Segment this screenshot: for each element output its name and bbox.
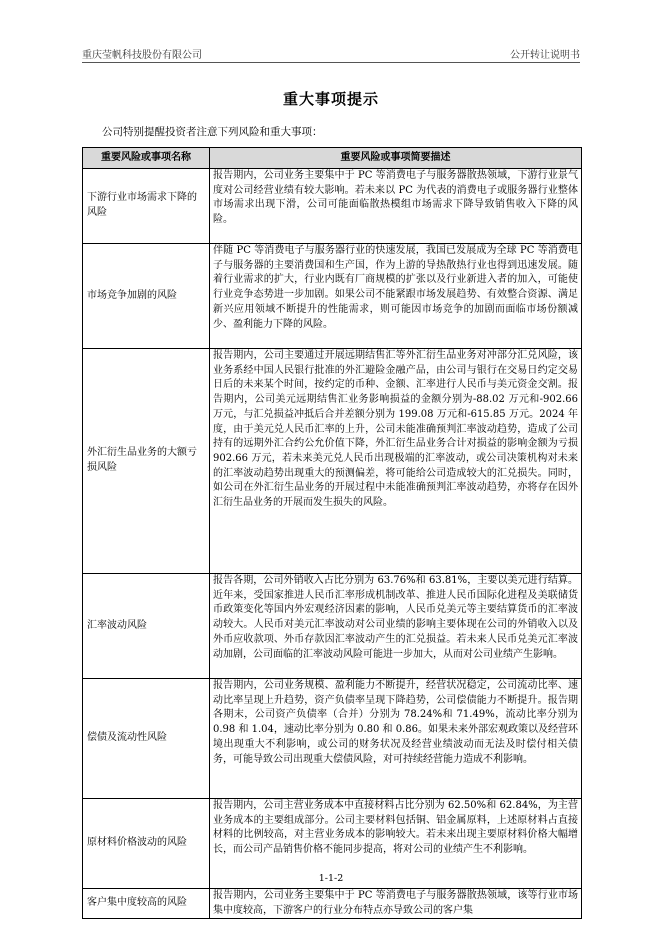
- risk-description: 报告各期，公司外销收入占比分别为 63.76%和 63.81%，主要以美元进行结算。近年来，受国家推进人民币汇率形成机制改革、推进人民币国际化进程及美联储货币政策变化等国内外宏观经济因素的影响，人民币兑美元等主要结算货币的汇率波动较大。人民币对美元汇率波动对公司业绩的影响主要体现在公司的外销收入以及外币应收款项、外币存款因汇率波动产生的汇兑损益。若未来人民币兑美元汇率波动加剧，公司面临的汇率波动风险可能进一步加大，从而对公司业绩产生影响。: [210, 574, 582, 679]
- column-header-name: 重要风险或事项名称: [83, 148, 210, 169]
- intro-text: 公司特别提醒投资者注意下列风险和重大事项：: [102, 126, 323, 138]
- header-company-name: 重庆莹帆科技股份有限公司: [82, 50, 202, 61]
- table-row: [83, 169, 582, 244]
- table-row: [83, 349, 582, 574]
- table-row: [83, 574, 582, 679]
- risk-name: 原材料价格波动的风险: [83, 799, 210, 889]
- risk-name: 外汇衍生品业务的大额亏损风险: [83, 349, 210, 574]
- risk-name: 客户集中度较高的风险: [83, 889, 210, 919]
- risk-description: 报告期内，公司主营业务成本中直接材料占比分别为 62.50%和 62.84%，为主营业务成本的主要组成部分。公司主要材料包括铜、铝金属原料，上述原材料占直接材料的比例较高，对主营业务成本的影响较大。若未来出现主要原材料价格大幅增长，而公司产品销售价格不能同步提高，将对公司的业绩产生不利影响。: [210, 799, 582, 889]
- risk-description: 报告期内，公司业务规模、盈利能力不断提升，经营状况稳定，公司流动比率、速动比率呈现上升趋势，资产负债率呈现下降趋势，公司偿债能力不断提升。报告期各期末，公司资产负债率（合并）分别为 78.24%和 71.49%，流动比率分别为 0.98 和 1.04，速动比率分别为 0.80 和 0.86。如果未来外部宏观政策以及经营环境出现重大不利影响，或公司的财务状况及经营业绩波动而无法及时偿付相关债务，可能导致公司出现重大偿债风险，对可持续经营能力造成不利影响。: [210, 679, 582, 799]
- risk-name: 偿债及流动性风险: [83, 679, 210, 799]
- header-document-type: 公开转让说明书: [510, 50, 580, 61]
- page-number: 1-1-2: [318, 873, 344, 884]
- table-header-row: [83, 148, 582, 169]
- risk-description: 报告期内，公司业务主要集中于 PC 等消费电子与服务器散热领域，下游行业景气度对公司经营业绩有较大影响。若未来以 PC 为代表的消费电子或服务器行业整体市场需求出现下滑，公司可能面临散热模组市场需求下降导致销售收入下降的风险。: [210, 169, 582, 244]
- risk-description: 伴随 PC 等消费电子与服务器行业的快速发展，我国已发展成为全球 PC 等消费电子与服务器的主要消费国和生产国，作为上游的导热散热行业也得到迅速发展。随着行业需求的扩大，行业内既有厂商规模的扩张以及行业新进入者的加入，可能使行业竞争态势进一步加剧。如果公司不能紧跟市场发展趋势、有效整合资源、满足新兴应用领域不断提升的性能需求，则可能因市场竞争的加剧而面临市场份额减少、盈利能力下降的风险。: [210, 244, 582, 349]
- page-title: 重大事项提示: [282, 90, 379, 108]
- page-header: [82, 44, 580, 63]
- risk-description: 报告期内，公司业务主要集中于 PC 等消费电子与服务器散热领域，该等行业市场集中度较高，下游客户的行业分布特点亦导致公司的客户集: [210, 889, 582, 919]
- risk-name: 汇率波动风险: [83, 574, 210, 679]
- risk-name: 市场竞争加剧的风险: [83, 244, 210, 349]
- table-row: [83, 679, 582, 799]
- table-row: [83, 889, 582, 919]
- table-row: [83, 244, 582, 349]
- risk-table: [82, 147, 582, 919]
- column-header-description: 重要风险或事项简要描述: [210, 148, 582, 169]
- risk-name: 下游行业市场需求下降的风险: [83, 169, 210, 244]
- risk-description: 报告期内，公司主要通过开展远期结售汇等外汇衍生品业务对冲部分汇兑风险，该业务系经中国人民银行批准的外汇避险金融产品，由公司与银行在交易日约定交易日后的未来某个时间，按约定的币种、金额、汇率进行人民币与美元资金交割。报告期内，公司美元远期结售汇业务影响损益的金额分别为-88.02 万元和-902.66 万元，与汇兑损益冲抵后合并差额分别为 199.08 万元和-615.85 万元。2024 年度，由于美元兑人民币汇率的上升，公司未能准确预判汇率波动趋势，造成了公司持有的远期外汇合约公允价值下降，外汇衍生品业务合计对损益的影响金额为亏损 902.66 万元，若未来美元兑人民币出现极端的汇率波动，或公司决策机构对未来的汇率波动趋势出现重大的预测偏差，将可能给公司造成较大的汇兑损失。同时，如公司在外汇衍生品业务的开展过程中未能准确预判汇率波动趋势，亦将存在因外汇衍生品业务的开展而发生损失的风险。: [210, 349, 582, 574]
